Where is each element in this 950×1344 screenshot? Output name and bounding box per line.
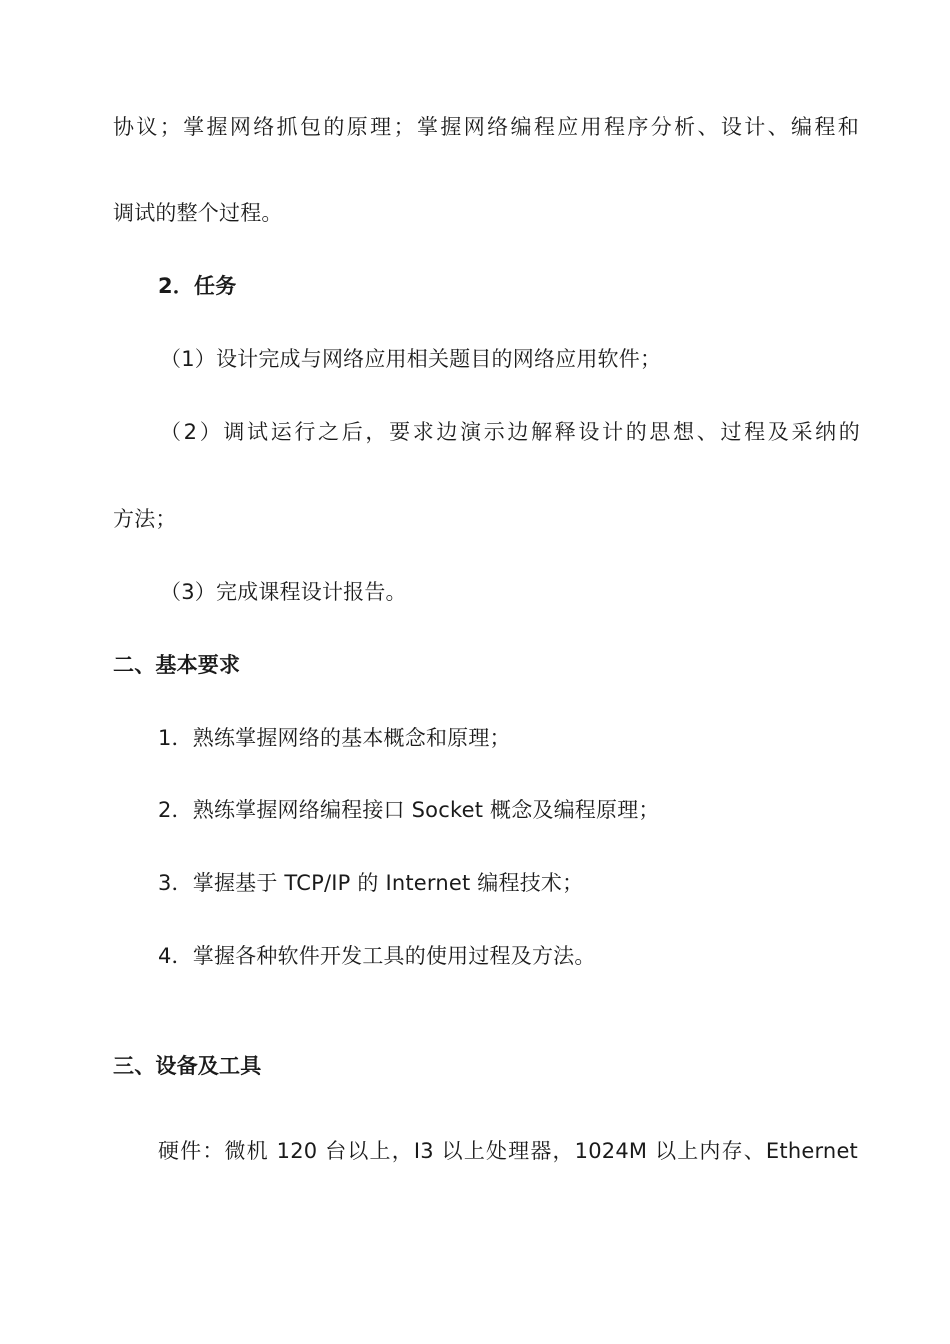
hardware-text-line-1: 硬件：微机 120 台以上，I3 以上处理器，1024M 以上内存、Ethernet xyxy=(158,1139,858,1163)
requirement-4: 4．掌握各种软件开发工具的使用过程及方法。 xyxy=(158,944,596,968)
task-item-3: （3）完成课程设计报告。 xyxy=(160,580,407,604)
requirement-1: 1．熟练掌握网络的基本概念和原理； xyxy=(158,726,511,750)
task-heading: 2．任务 xyxy=(158,274,237,298)
requirement-2: 2．熟练掌握网络编程接口 Socket 概念及编程原理； xyxy=(158,798,660,822)
section-2-heading: 二、基本要求 xyxy=(113,653,241,677)
objective-text-line-2: 调试的整个过程。 xyxy=(113,201,283,225)
task-item-1: （1）设计完成与网络应用相关题目的网络应用软件； xyxy=(160,347,662,371)
objective-text-line-1: 协议；掌握网络抓包的原理；掌握网络编程应用程序分析、设计、编程和 xyxy=(113,115,859,139)
task-item-2-line-2: 方法； xyxy=(113,507,177,531)
requirement-3: 3．掌握基于 TCP/IP 的 Internet 编程技术； xyxy=(158,871,584,895)
task-item-2-line-1: （2）调试运行之后，要求边演示边解释设计的思想、过程及采纳的 xyxy=(160,420,860,444)
section-3-heading: 三、设备及工具 xyxy=(113,1054,262,1078)
